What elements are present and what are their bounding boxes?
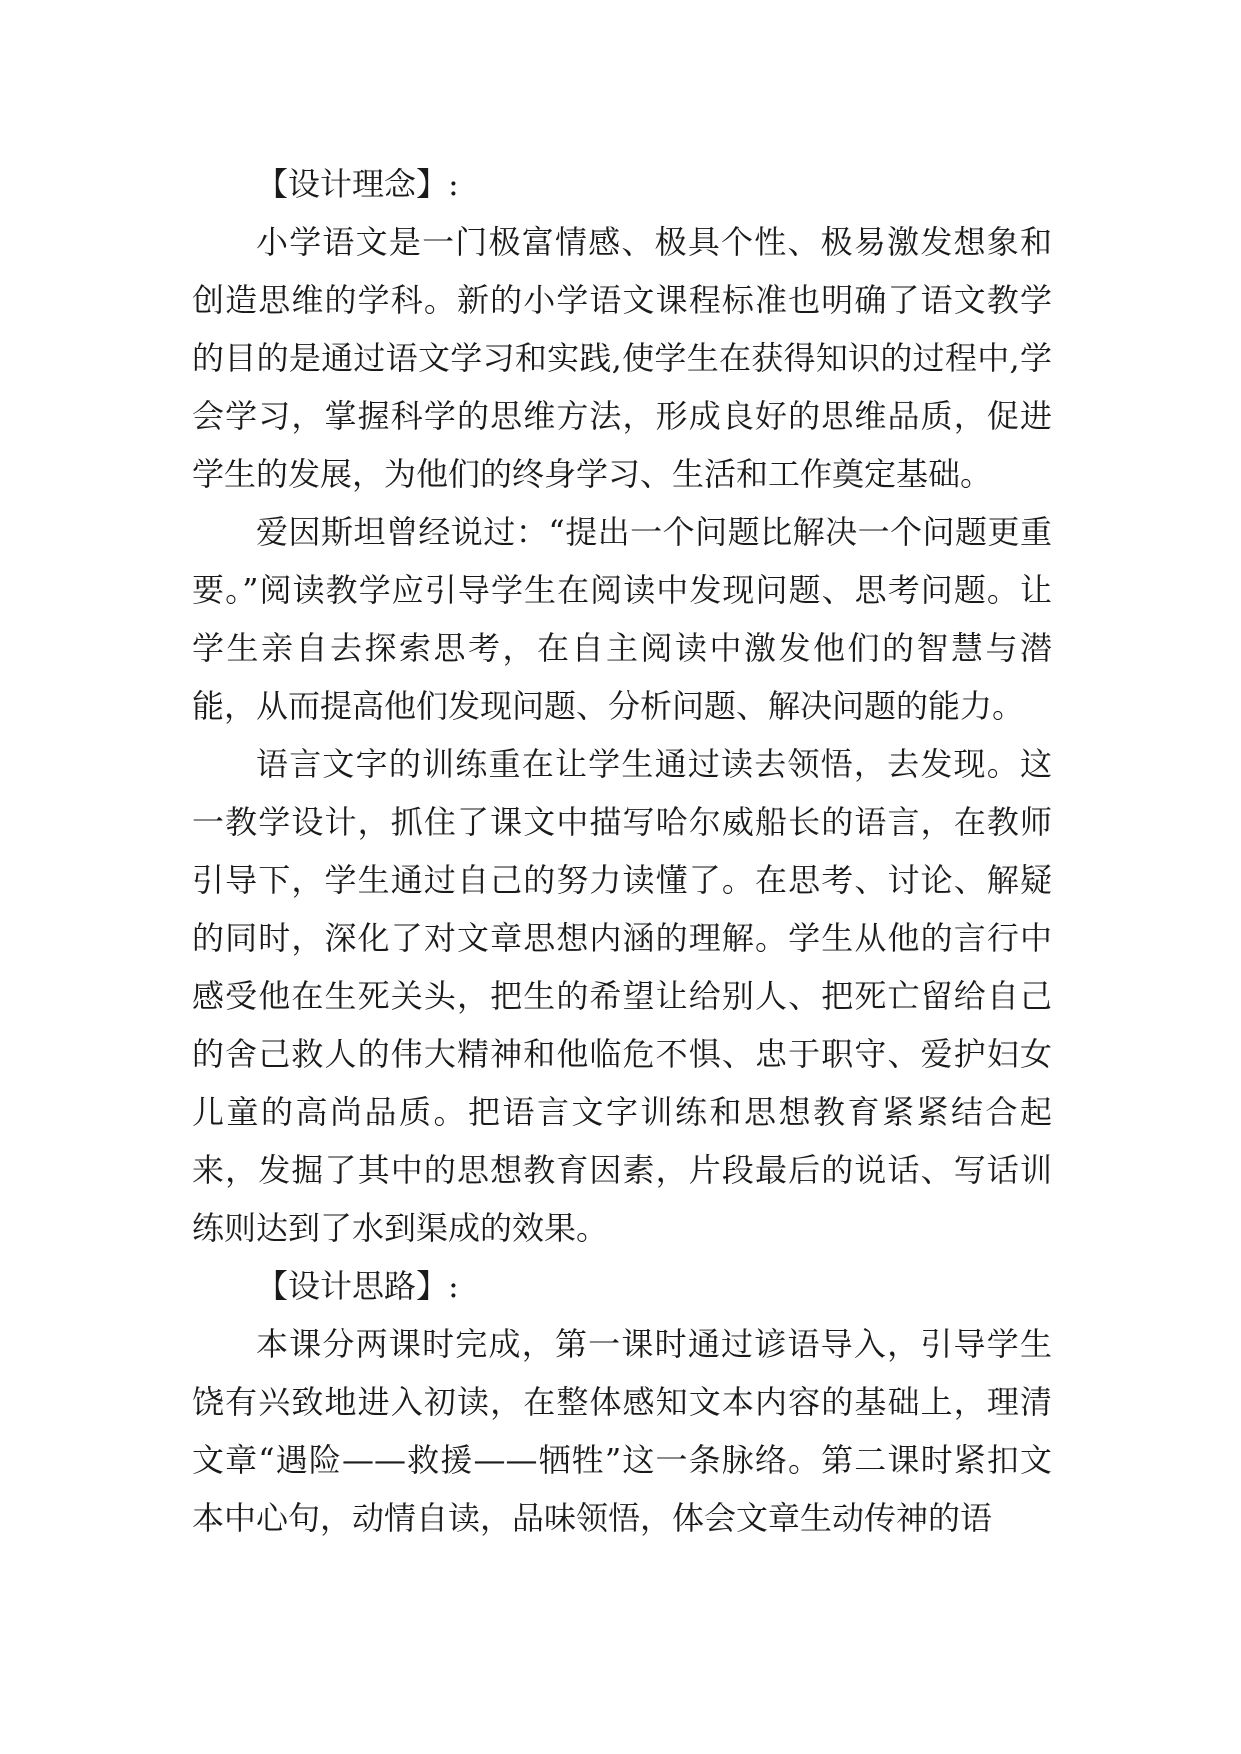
paragraph: 小学语文是一门极富情感、极具个性、极易激发想象和创造思维的学科。新的小学语文课程标准也明确了语文教学的目的是通过语文学习和实践,使学生在获得知识的过程中,学会学习，掌握科学的思维方法，形成良好的思维品质，促进学生的发展，为他们的终身学习、生活和工作奠定基础。 xyxy=(192,223,1052,493)
paragraph: 本课分两课时完成，第一课时通过谚语导入，引导学生饶有兴致地进入初读，在整体感知文本内容的基础上，理清文章“遇险——救援——牺牲”这一条脉络。第二课时紧扣文本中心句，动情自读，品味领悟，体会文章生动传神的语 xyxy=(192,1325,1052,1537)
section-heading-design-approach: 【设计思路】: xyxy=(256,1267,459,1305)
paragraph: 语言文字的训练重在让学生通过读去领悟，去发现。这一教学设计，抓住了课文中描写哈尔威船长的语言，在教师引导下，学生通过自己的努力读懂了。在思考、讨论、解疑的同时，深化了对文章思想内涵的理解。学生从他的言行中感受他在生死关头，把生的希望让给别人、把死亡留给自己的舍己救人的伟大精神和他临危不惧、忠于职守、爱护妇女儿童的高尚品质。把语言文字训练和思想教育紧紧结合起来，发掘了其中的思想教育因素，片段最后的说话、写话训练则达到了水到渠成的效果。 xyxy=(192,745,1052,1247)
section-heading-design-concept: 【设计理念】: xyxy=(256,165,459,203)
paragraph: 爱因斯坦曾经说过：“提出一个问题比解决一个问题更重要。”阅读教学应引导学生在阅读中发现问题、思考问题。让学生亲自去探索思考，在自主阅读中激发他们的智慧与潜能，从而提高他们发现问题、分析问题、解决问题的能力。 xyxy=(192,513,1052,725)
document-body xyxy=(192,155,1052,1547)
